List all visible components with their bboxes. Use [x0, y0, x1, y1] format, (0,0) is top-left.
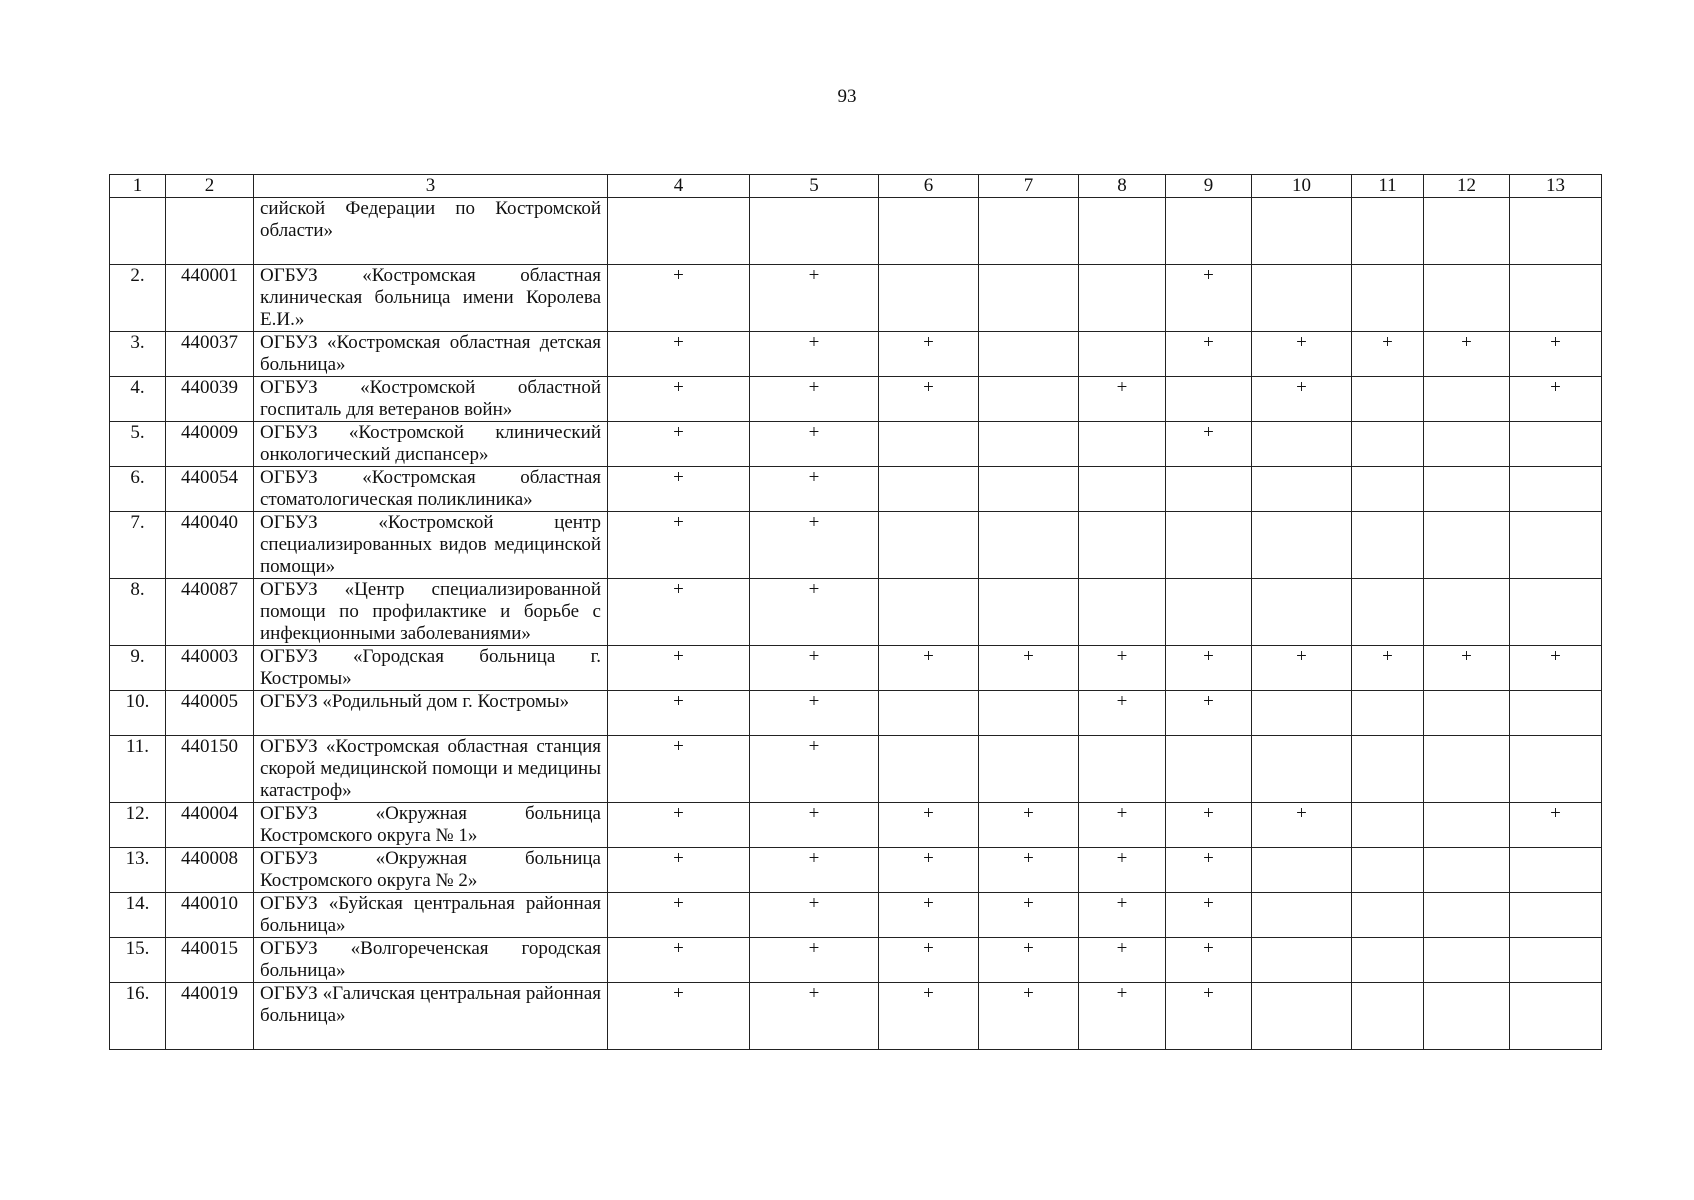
mark-cell-col-11: + [1352, 332, 1424, 377]
mark-cell-col-8 [1079, 265, 1166, 332]
column-header-10: 10 [1252, 175, 1352, 198]
mark-cell-col-13 [1510, 198, 1602, 265]
mark-cell-col-5: + [750, 736, 879, 803]
mark-cell-col-8: + [1079, 691, 1166, 736]
table-row [110, 803, 1602, 848]
mark-cell-col-6 [879, 736, 979, 803]
mark-cell-col-10: + [1252, 377, 1352, 422]
mark-cell-col-12 [1424, 938, 1510, 983]
mark-cell-col-11 [1352, 377, 1424, 422]
mark-cell-col-12 [1424, 691, 1510, 736]
organization-name: ОГБУЗ «Центр специализированной помощи по профилактике и борьбе с инфекционными заболеваниями» [254, 579, 608, 646]
mark-cell-col-11 [1352, 691, 1424, 736]
organization-name: ОГБУЗ «Костромская областная стоматологическая поликлиника» [254, 467, 608, 512]
mark-cell-col-12 [1424, 983, 1510, 1050]
mark-cell-col-8: + [1079, 848, 1166, 893]
mark-cell-col-13 [1510, 467, 1602, 512]
table-row [110, 265, 1602, 332]
mark-cell-col-8 [1079, 579, 1166, 646]
mark-cell-col-10 [1252, 893, 1352, 938]
row-number: 3. [110, 332, 166, 377]
mark-cell-col-8 [1079, 512, 1166, 579]
header-row [110, 175, 1602, 198]
table-row [110, 736, 1602, 803]
mark-cell-col-8 [1079, 332, 1166, 377]
mark-cell-col-13 [1510, 736, 1602, 803]
mark-cell-col-10 [1252, 198, 1352, 265]
table-row [110, 579, 1602, 646]
mark-cell-col-9 [1166, 198, 1252, 265]
organization-name: ОГБУЗ «Костромская областная станция скорой медицинской помощи и медицины катастроф» [254, 736, 608, 803]
mark-cell-col-6 [879, 691, 979, 736]
mark-cell-col-5: + [750, 646, 879, 691]
organization-name: ОГБУЗ «Родильный дом г. Костромы» [254, 691, 608, 736]
mark-cell-col-5: + [750, 938, 879, 983]
row-number: 12. [110, 803, 166, 848]
mark-cell-col-4: + [608, 467, 750, 512]
row-number: 2. [110, 265, 166, 332]
row-number: 13. [110, 848, 166, 893]
mark-cell-col-9: + [1166, 893, 1252, 938]
mark-cell-col-6 [879, 198, 979, 265]
mark-cell-col-11 [1352, 938, 1424, 983]
mark-cell-col-4: + [608, 646, 750, 691]
mark-cell-col-11 [1352, 893, 1424, 938]
mark-cell-col-10 [1252, 691, 1352, 736]
mark-cell-col-13 [1510, 512, 1602, 579]
row-number: 15. [110, 938, 166, 983]
row-number: 7. [110, 512, 166, 579]
organization-code: 440003 [166, 646, 254, 691]
mark-cell-col-11 [1352, 467, 1424, 512]
mark-cell-col-10 [1252, 938, 1352, 983]
mark-cell-col-12 [1424, 893, 1510, 938]
page-number: 93 [837, 86, 857, 107]
mark-cell-col-7 [979, 691, 1079, 736]
mark-cell-col-8: + [1079, 377, 1166, 422]
organization-code: 440039 [166, 377, 254, 422]
mark-cell-col-6 [879, 467, 979, 512]
mark-cell-col-13 [1510, 848, 1602, 893]
row-number: 9. [110, 646, 166, 691]
mark-cell-col-13: + [1510, 803, 1602, 848]
mark-cell-col-10 [1252, 512, 1352, 579]
column-header-2: 2 [166, 175, 254, 198]
mark-cell-col-12: + [1424, 332, 1510, 377]
mark-cell-col-7: + [979, 848, 1079, 893]
column-header-3: 3 [254, 175, 608, 198]
mark-cell-col-10 [1252, 848, 1352, 893]
mark-cell-col-9: + [1166, 803, 1252, 848]
organization-name: ОГБУЗ «Костромской клинический онкологический диспансер» [254, 422, 608, 467]
row-number: 5. [110, 422, 166, 467]
mark-cell-col-9: + [1166, 332, 1252, 377]
mark-cell-col-11: + [1352, 646, 1424, 691]
organization-name: ОГБУЗ «Костромской областной госпиталь для ветеранов войн» [254, 377, 608, 422]
mark-cell-col-13 [1510, 422, 1602, 467]
mark-cell-col-10 [1252, 467, 1352, 512]
mark-cell-col-8: + [1079, 938, 1166, 983]
organization-code: 440150 [166, 736, 254, 803]
mark-cell-col-9: + [1166, 938, 1252, 983]
mark-cell-col-6: + [879, 893, 979, 938]
mark-cell-col-8 [1079, 736, 1166, 803]
row-number: 10. [110, 691, 166, 736]
mark-cell-col-12 [1424, 467, 1510, 512]
mark-cell-col-12 [1424, 736, 1510, 803]
row-number: 16. [110, 983, 166, 1050]
mark-cell-col-4: + [608, 332, 750, 377]
mark-cell-col-12 [1424, 265, 1510, 332]
mark-cell-col-4: + [608, 265, 750, 332]
mark-cell-col-5: + [750, 803, 879, 848]
mark-cell-col-6: + [879, 983, 979, 1050]
mark-cell-col-7 [979, 512, 1079, 579]
mark-cell-col-9: + [1166, 983, 1252, 1050]
mark-cell-col-7: + [979, 893, 1079, 938]
mark-cell-col-6: + [879, 377, 979, 422]
organization-name: ОГБУЗ «Окружная больница Костромского округа № 2» [254, 848, 608, 893]
mark-cell-col-10: + [1252, 332, 1352, 377]
organization-name: сийской Федерации по Костромской области» [254, 198, 608, 265]
row-number [110, 198, 166, 265]
organization-code: 440008 [166, 848, 254, 893]
mark-cell-col-9: + [1166, 691, 1252, 736]
table-body [110, 198, 1602, 1050]
column-header-5: 5 [750, 175, 879, 198]
mark-cell-col-5: + [750, 983, 879, 1050]
mark-cell-col-12 [1424, 848, 1510, 893]
table-row [110, 377, 1602, 422]
mark-cell-col-4: + [608, 803, 750, 848]
mark-cell-col-6 [879, 265, 979, 332]
mark-cell-col-7 [979, 265, 1079, 332]
organization-code: 440087 [166, 579, 254, 646]
column-header-12: 12 [1424, 175, 1510, 198]
mark-cell-col-9 [1166, 579, 1252, 646]
table-row [110, 467, 1602, 512]
mark-cell-col-7 [979, 467, 1079, 512]
mark-cell-col-12 [1424, 198, 1510, 265]
organization-name: ОГБУЗ «Галичская центральная районная больница» [254, 983, 608, 1050]
mark-cell-col-9 [1166, 512, 1252, 579]
mark-cell-col-7: + [979, 983, 1079, 1050]
table-row [110, 938, 1602, 983]
mark-cell-col-6: + [879, 803, 979, 848]
mark-cell-col-11 [1352, 803, 1424, 848]
table-row [110, 848, 1602, 893]
mark-cell-col-10 [1252, 422, 1352, 467]
mark-cell-col-10: + [1252, 646, 1352, 691]
mark-cell-col-8 [1079, 198, 1166, 265]
mark-cell-col-5: + [750, 512, 879, 579]
mark-cell-col-7: + [979, 803, 1079, 848]
mark-cell-col-4: + [608, 377, 750, 422]
mark-cell-col-4: + [608, 422, 750, 467]
mark-cell-col-4: + [608, 848, 750, 893]
mark-cell-col-7: + [979, 646, 1079, 691]
mark-cell-col-13: + [1510, 332, 1602, 377]
mark-cell-col-13 [1510, 691, 1602, 736]
mark-cell-col-4: + [608, 691, 750, 736]
mark-cell-col-7 [979, 422, 1079, 467]
column-header-7: 7 [979, 175, 1079, 198]
table-row [110, 422, 1602, 467]
mark-cell-col-4: + [608, 893, 750, 938]
mark-cell-col-9: + [1166, 422, 1252, 467]
mark-cell-col-8 [1079, 467, 1166, 512]
mark-cell-col-11 [1352, 422, 1424, 467]
mark-cell-col-7 [979, 736, 1079, 803]
row-number: 11. [110, 736, 166, 803]
medical-organizations-table [109, 174, 1602, 1050]
organization-code: 440037 [166, 332, 254, 377]
mark-cell-col-12 [1424, 803, 1510, 848]
mark-cell-col-12 [1424, 512, 1510, 579]
mark-cell-col-10 [1252, 579, 1352, 646]
mark-cell-col-6 [879, 512, 979, 579]
table-header [110, 175, 1602, 198]
mark-cell-col-8: + [1079, 803, 1166, 848]
mark-cell-col-6 [879, 422, 979, 467]
column-header-4: 4 [608, 175, 750, 198]
column-header-9: 9 [1166, 175, 1252, 198]
mark-cell-col-12: + [1424, 646, 1510, 691]
mark-cell-col-9: + [1166, 265, 1252, 332]
mark-cell-col-5: + [750, 422, 879, 467]
table-row [110, 512, 1602, 579]
mark-cell-col-8: + [1079, 646, 1166, 691]
organization-code: 440040 [166, 512, 254, 579]
mark-cell-col-5: + [750, 265, 879, 332]
mark-cell-col-5: + [750, 893, 879, 938]
mark-cell-col-5: + [750, 848, 879, 893]
table-row [110, 646, 1602, 691]
mark-cell-col-8 [1079, 422, 1166, 467]
organization-code: 440010 [166, 893, 254, 938]
mark-cell-col-10 [1252, 265, 1352, 332]
mark-cell-col-8: + [1079, 893, 1166, 938]
organization-name: ОГБУЗ «Буйская центральная районная больница» [254, 893, 608, 938]
mark-cell-col-12 [1424, 377, 1510, 422]
mark-cell-col-6: + [879, 938, 979, 983]
mark-cell-col-11 [1352, 579, 1424, 646]
mark-cell-col-5: + [750, 579, 879, 646]
mark-cell-col-13 [1510, 938, 1602, 983]
row-number: 14. [110, 893, 166, 938]
organization-code: 440054 [166, 467, 254, 512]
organization-code: 440004 [166, 803, 254, 848]
mark-cell-col-4 [608, 198, 750, 265]
column-header-1: 1 [110, 175, 166, 198]
column-header-11: 11 [1352, 175, 1424, 198]
row-number: 8. [110, 579, 166, 646]
mark-cell-col-8: + [1079, 983, 1166, 1050]
column-header-8: 8 [1079, 175, 1166, 198]
organization-code [166, 198, 254, 265]
mark-cell-col-4: + [608, 938, 750, 983]
mark-cell-col-5 [750, 198, 879, 265]
mark-cell-col-7 [979, 579, 1079, 646]
mark-cell-col-5: + [750, 332, 879, 377]
organization-code: 440019 [166, 983, 254, 1050]
row-number: 6. [110, 467, 166, 512]
mark-cell-col-7 [979, 332, 1079, 377]
organization-code: 440015 [166, 938, 254, 983]
mark-cell-col-13 [1510, 265, 1602, 332]
mark-cell-col-4: + [608, 983, 750, 1050]
mark-cell-col-6: + [879, 332, 979, 377]
mark-cell-col-11 [1352, 198, 1424, 265]
mark-cell-col-6: + [879, 646, 979, 691]
mark-cell-col-9: + [1166, 848, 1252, 893]
column-header-6: 6 [879, 175, 979, 198]
mark-cell-col-7: + [979, 938, 1079, 983]
mark-cell-col-7 [979, 377, 1079, 422]
table-row [110, 332, 1602, 377]
mark-cell-col-12 [1424, 579, 1510, 646]
organization-name: ОГБУЗ «Волгореченская городская больница» [254, 938, 608, 983]
organization-name: ОГБУЗ «Костромская областная детская больница» [254, 332, 608, 377]
mark-cell-col-13: + [1510, 646, 1602, 691]
mark-cell-col-13 [1510, 893, 1602, 938]
mark-cell-col-6 [879, 579, 979, 646]
mark-cell-col-5: + [750, 377, 879, 422]
mark-cell-col-4: + [608, 736, 750, 803]
mark-cell-col-11 [1352, 512, 1424, 579]
organization-name: ОГБУЗ «Городская больница г. Костромы» [254, 646, 608, 691]
organization-code: 440001 [166, 265, 254, 332]
mark-cell-col-5: + [750, 467, 879, 512]
mark-cell-col-5: + [750, 691, 879, 736]
table-row [110, 691, 1602, 736]
mark-cell-col-11 [1352, 265, 1424, 332]
mark-cell-col-10: + [1252, 803, 1352, 848]
organization-name: ОГБУЗ «Костромская областная клиническая больница имени Королева Е.И.» [254, 265, 608, 332]
mark-cell-col-12 [1424, 422, 1510, 467]
mark-cell-col-9 [1166, 467, 1252, 512]
mark-cell-col-4: + [608, 512, 750, 579]
mark-cell-col-9 [1166, 377, 1252, 422]
table-row [110, 893, 1602, 938]
mark-cell-col-11 [1352, 848, 1424, 893]
organization-code: 440009 [166, 422, 254, 467]
column-header-13: 13 [1510, 175, 1602, 198]
mark-cell-col-9 [1166, 736, 1252, 803]
mark-cell-col-10 [1252, 736, 1352, 803]
mark-cell-col-10 [1252, 983, 1352, 1050]
mark-cell-col-9: + [1166, 646, 1252, 691]
table-row [110, 983, 1602, 1050]
organization-name: ОГБУЗ «Костромской центр специализированных видов медицинской помощи» [254, 512, 608, 579]
row-number: 4. [110, 377, 166, 422]
mark-cell-col-13: + [1510, 377, 1602, 422]
mark-cell-col-13 [1510, 983, 1602, 1050]
mark-cell-col-11 [1352, 983, 1424, 1050]
mark-cell-col-7 [979, 198, 1079, 265]
mark-cell-col-6: + [879, 848, 979, 893]
mark-cell-col-4: + [608, 579, 750, 646]
organization-name: ОГБУЗ «Окружная больница Костромского округа № 1» [254, 803, 608, 848]
mark-cell-col-13 [1510, 579, 1602, 646]
mark-cell-col-11 [1352, 736, 1424, 803]
organization-code: 440005 [166, 691, 254, 736]
table-row [110, 198, 1602, 265]
